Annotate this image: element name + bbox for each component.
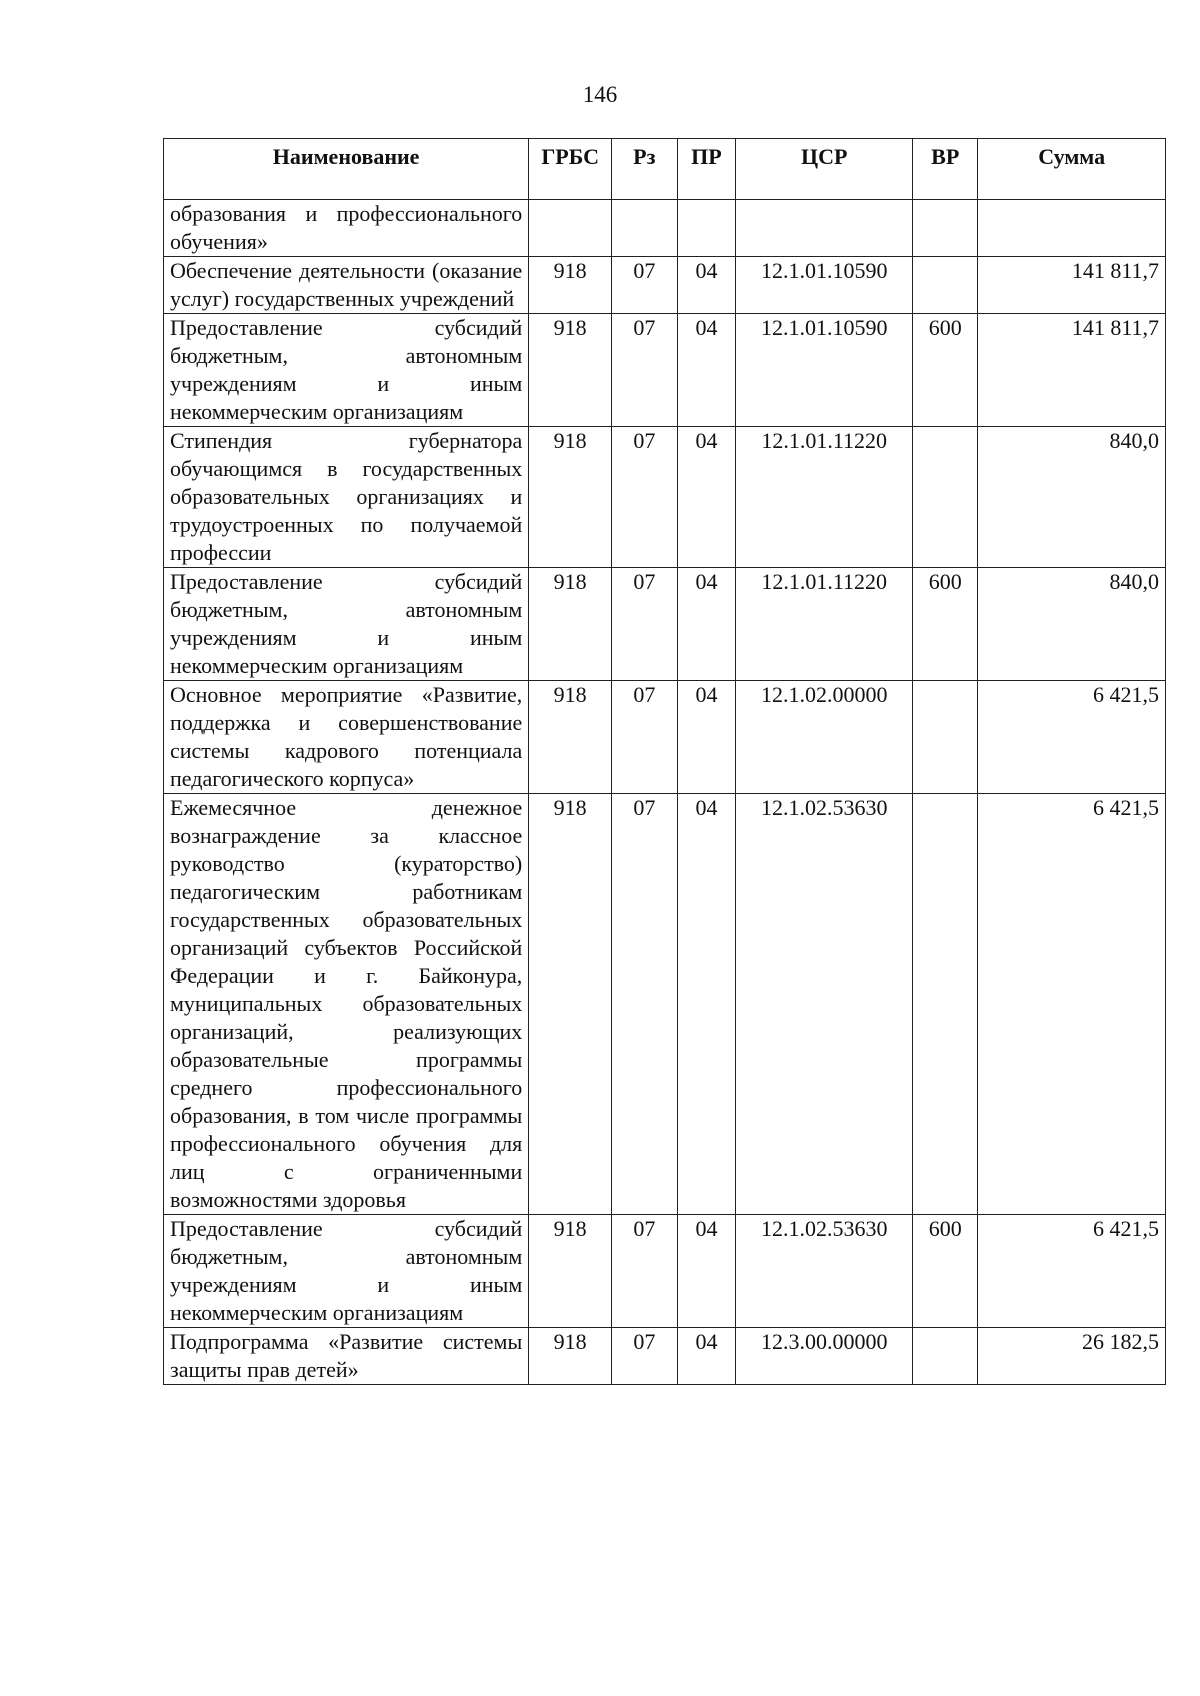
cell-grbs: 918	[529, 568, 612, 681]
cell-rz: 07	[612, 794, 677, 1215]
table-header-row	[164, 139, 1166, 200]
cell-name: Подпрограмма «Развитие системы защиты прав детей»	[164, 1328, 529, 1385]
table-row	[164, 257, 1166, 314]
cell-name: Предоставление субсидий бюджетным, автономным учреждениям и иным некоммерческим организациям	[164, 568, 529, 681]
cell-vr	[913, 200, 978, 257]
cell-csr: 12.1.01.10590	[736, 257, 913, 314]
cell-pr: 04	[677, 568, 736, 681]
cell-pr: 04	[677, 1215, 736, 1328]
header-name: Наименование	[164, 139, 529, 200]
cell-name: Предоставление субсидий бюджетным, автономным учреждениям и иным некоммерческим организациям	[164, 314, 529, 427]
cell-grbs: 918	[529, 794, 612, 1215]
cell-pr: 04	[677, 681, 736, 794]
cell-pr: 04	[677, 257, 736, 314]
cell-rz: 07	[612, 681, 677, 794]
cell-grbs: 918	[529, 257, 612, 314]
budget-table	[163, 138, 1166, 1385]
cell-pr: 04	[677, 427, 736, 568]
cell-pr: 04	[677, 1328, 736, 1385]
header-pr: ПР	[677, 139, 736, 200]
table-row	[164, 314, 1166, 427]
cell-rz: 07	[612, 427, 677, 568]
cell-sum: 840,0	[978, 427, 1166, 568]
cell-vr: 600	[913, 1215, 978, 1328]
cell-sum: 840,0	[978, 568, 1166, 681]
cell-sum: 6 421,5	[978, 681, 1166, 794]
cell-vr	[913, 681, 978, 794]
cell-pr: 04	[677, 794, 736, 1215]
cell-grbs	[529, 200, 612, 257]
cell-sum: 6 421,5	[978, 1215, 1166, 1328]
cell-name: Основное мероприятие «Развитие, поддержка и совершенствование системы кадрового потенциала педагогического корпуса»	[164, 681, 529, 794]
header-csr: ЦСР	[736, 139, 913, 200]
table-row	[164, 794, 1166, 1215]
cell-name: Предоставление субсидий бюджетным, автономным учреждениям и иным некоммерческим организациям	[164, 1215, 529, 1328]
header-grbs: ГРБС	[529, 139, 612, 200]
cell-vr	[913, 794, 978, 1215]
table-row	[164, 427, 1166, 568]
cell-grbs: 918	[529, 427, 612, 568]
header-sum: Сумма	[978, 139, 1166, 200]
header-vr: ВР	[913, 139, 978, 200]
cell-rz: 07	[612, 314, 677, 427]
cell-csr: 12.1.01.11220	[736, 568, 913, 681]
cell-pr	[677, 200, 736, 257]
cell-sum: 141 811,7	[978, 314, 1166, 427]
cell-csr: 12.1.02.53630	[736, 794, 913, 1215]
cell-vr	[913, 1328, 978, 1385]
table-row	[164, 1215, 1166, 1328]
cell-csr: 12.3.00.00000	[736, 1328, 913, 1385]
cell-sum: 26 182,5	[978, 1328, 1166, 1385]
cell-rz: 07	[612, 568, 677, 681]
cell-sum	[978, 200, 1166, 257]
cell-grbs: 918	[529, 1215, 612, 1328]
page-number: 146	[582, 82, 618, 107]
cell-csr: 12.1.01.10590	[736, 314, 913, 427]
cell-rz: 07	[612, 1328, 677, 1385]
cell-name: образования и профессионального обучения»	[164, 200, 529, 257]
cell-sum: 6 421,5	[978, 794, 1166, 1215]
cell-csr: 12.1.02.00000	[736, 681, 913, 794]
cell-grbs: 918	[529, 1328, 612, 1385]
cell-vr: 600	[913, 568, 978, 681]
cell-csr: 12.1.01.11220	[736, 427, 913, 568]
cell-rz: 07	[612, 1215, 677, 1328]
cell-csr: 12.1.02.53630	[736, 1215, 913, 1328]
table-row	[164, 681, 1166, 794]
cell-vr	[913, 427, 978, 568]
header-rz: Рз	[612, 139, 677, 200]
table-row	[164, 1328, 1166, 1385]
cell-grbs: 918	[529, 314, 612, 427]
cell-sum: 141 811,7	[978, 257, 1166, 314]
cell-name: Обеспечение деятельности (оказание услуг) государственных учреждений	[164, 257, 529, 314]
table-row	[164, 568, 1166, 681]
cell-csr	[736, 200, 913, 257]
cell-vr	[913, 257, 978, 314]
cell-rz: 07	[612, 257, 677, 314]
cell-name: Ежемесячное денежное вознаграждение за классное руководство (кураторство) педагогическим работникам государственных образовательных организаций субъектов Российской Федерации и г. Байконура, муниципальных образовательных организаций, реализующих образовательные программы среднего профессионального образования, в том числе программы профессионального обучения для лиц с ограниченными возможностями здоровья	[164, 794, 529, 1215]
table-row	[164, 200, 1166, 257]
cell-grbs: 918	[529, 681, 612, 794]
cell-pr: 04	[677, 314, 736, 427]
cell-rz	[612, 200, 677, 257]
cell-name: Стипендия губернатора обучающимся в государственных образовательных организациях и трудоустроенных по получаемой профессии	[164, 427, 529, 568]
cell-vr: 600	[913, 314, 978, 427]
